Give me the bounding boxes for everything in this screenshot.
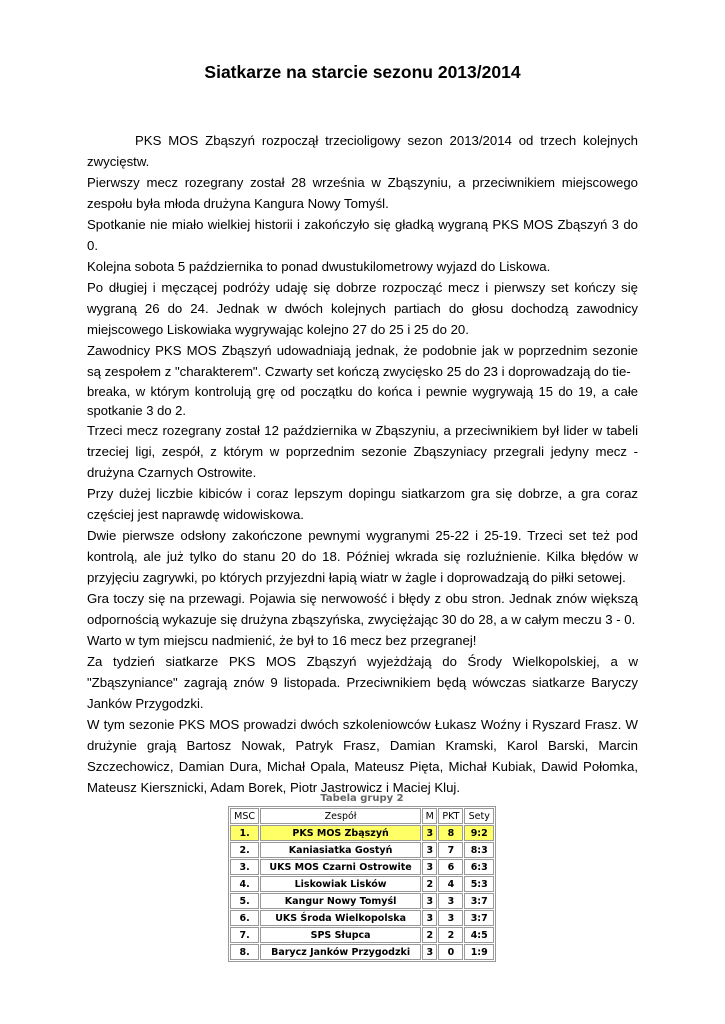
cell-position: 6.	[230, 910, 259, 926]
standings-table	[228, 806, 496, 962]
table-row	[230, 859, 494, 875]
cell-sets: 4:5	[464, 927, 494, 943]
cell-position: 1.	[230, 825, 259, 841]
table-header-row	[230, 808, 494, 824]
table-row	[230, 893, 494, 909]
cell-points: 6	[438, 859, 463, 875]
cell-points: 3	[438, 910, 463, 926]
article-body	[87, 130, 638, 798]
header-position: MSC	[230, 808, 259, 824]
cell-position: 5.	[230, 893, 259, 909]
cell-points: 2	[438, 927, 463, 943]
paragraph: Spotkanie nie miało wielkiej historii i zakończyło się gładką wygraną PKS MOS Zbąszyń 3 do 0.	[87, 217, 638, 253]
header-sets: Sety	[464, 808, 494, 824]
cell-points: 3	[438, 893, 463, 909]
table-row	[230, 910, 494, 926]
cell-points: 8	[438, 825, 463, 841]
cell-team: Barycz Janków Przygodzki	[260, 944, 421, 960]
cell-team: PKS MOS Zbąszyń	[260, 825, 421, 841]
paragraph: Zawodnicy PKS MOS Zbąszyń udowadniają jednak, że podobnie jak w poprzednim sezonie są zespołem z "charakterem". Czwarty set kończą zwycięsko 25 do 23 i doprowadzają do tie-	[87, 343, 638, 379]
cell-team: Kangur Nowy Tomyśl	[260, 893, 421, 909]
cell-team: Kaniasiatka Gostyń	[260, 842, 421, 858]
cell-matches: 3	[422, 842, 437, 858]
cell-matches: 3	[422, 944, 437, 960]
paragraph: Po długiej i męczącej podróży udaję się dobrze rozpocząć mecz i pierwszy set kończy się wygraną 26 do 24. Jednak w dwóch kolejnych partiach do głosu dochodzą zawodnicy miejscowego Liskowiaka wygrywając kolejno 27 do 25 i 25 do 20.	[87, 280, 638, 337]
cell-points: 0	[438, 944, 463, 960]
cell-position: 7.	[230, 927, 259, 943]
cell-sets: 3:7	[464, 893, 494, 909]
header-points: PKT	[438, 808, 463, 824]
cell-position: 2.	[230, 842, 259, 858]
cell-matches: 2	[422, 927, 437, 943]
cell-sets: 5:3	[464, 876, 494, 892]
paragraph: Za tydzień siatkarze PKS MOS Zbąszyń wyjeżdżają do Środy Wielkopolskiej, a w "Zbąszyniance" zagrają znów 9 listopada. Przeciwnikiem będą wówczas siatkarze Baryczy Janków Przygodzki.	[87, 654, 638, 711]
article-title: Siatkarze na starcie sezonu 2013/2014	[204, 62, 521, 82]
cell-team: Liskowiak Lisków	[260, 876, 421, 892]
paragraph: breaka, w którym kontrolują grę od początku do końca i pewnie wygrywają 15 do 19, a całe spotkanie 3 do 2.	[87, 384, 638, 418]
standings-table-container	[228, 792, 496, 962]
paragraph: Pierwszy mecz rozegrany został 28 września w Zbąszyniu, a przeciwnikiem miejscowego zespołu była młoda drużyna Kangura Nowy Tomyśl.	[87, 175, 638, 211]
header-matches: M	[422, 808, 437, 824]
paragraph: W tym sezonie PKS MOS prowadzi dwóch szkoleniowców Łukasz Woźny i Ryszard Frasz. W drużynie grają Bartosz Nowak, Patryk Frasz, Damian Kramski, Karol Barski, Marcin Szczechowicz, Damian Dura, Michał Opala, Mateusz Pięta, Michał Kubiak, Dawid Połomka, Mateusz Kiersznicki, Adam Borek, Piotr Jastrowicz i Maciej Kluj.	[87, 717, 638, 795]
cell-team: UKS Środa Wielkopolska	[260, 910, 421, 926]
cell-position: 8.	[230, 944, 259, 960]
table-row	[230, 876, 494, 892]
cell-team: UKS MOS Czarni Ostrowite	[260, 859, 421, 875]
table-row	[230, 842, 494, 858]
cell-team: SPS Słupca	[260, 927, 421, 943]
cell-sets: 9:2	[464, 825, 494, 841]
table-row	[230, 944, 494, 960]
table-row	[230, 927, 494, 943]
paragraph: PKS MOS Zbąszyń rozpoczął trzecioligowy sezon 2013/2014 od trzech kolejnych zwycięstw.	[87, 133, 638, 169]
cell-points: 4	[438, 876, 463, 892]
paragraph: Kolejna sobota 5 października to ponad dwustukilometrowy wyjazd do Liskowa.	[87, 259, 551, 274]
paragraph: Dwie pierwsze odsłony zakończone pewnymi wygranymi 25-22 i 25-19. Trzeci set też pod kontrolą, ale już tylko do stanu 20 do 18. Później wkrada się rozluźnienie. Kilka błędów w przyjęciu zagrywki, po których przyjezdni łapią wiatr w żagle i doprowadzają do piłki setowej.	[87, 528, 638, 585]
header-team: Zespół	[260, 808, 421, 824]
cell-position: 3.	[230, 859, 259, 875]
cell-points: 7	[438, 842, 463, 858]
cell-matches: 3	[422, 910, 437, 926]
paragraph: Przy dużej liczbie kibiców i coraz lepszym dopingu siatkarzom gra się dobrze, a gra coraz częściej jest naprawdę widowiskowa.	[87, 486, 638, 522]
paragraph: Warto w tym miejscu nadmienić, że był to 16 mecz bez przegranej!	[87, 633, 477, 648]
table-caption: Tabela grupy 2	[320, 793, 404, 804]
cell-matches: 2	[422, 876, 437, 892]
paragraph: Gra toczy się na przewagi. Pojawia się nerwowość i błędy z obu stron. Jednak znów większą odpornością wykazuje się drużyna zbąszyńska, zwyciężając 30 do 28, a w całym meczu 3 - 0.	[87, 591, 638, 627]
cell-sets: 8:3	[464, 842, 494, 858]
cell-sets: 3:7	[464, 910, 494, 926]
cell-matches: 3	[422, 859, 437, 875]
paragraph: Trzeci mecz rozegrany został 12 października w Zbąszyniu, a przeciwnikiem był lider w tabeli trzeciej ligi, zespół, z którym w poprzednim sezonie Zbąszyniacy przegrali jedyny mecz - drużyna Czarnych Ostrowite.	[87, 423, 638, 480]
cell-position: 4.	[230, 876, 259, 892]
table-row	[230, 825, 494, 841]
cell-matches: 3	[422, 893, 437, 909]
cell-sets: 1:9	[464, 944, 494, 960]
cell-matches: 3	[422, 825, 437, 841]
cell-sets: 6:3	[464, 859, 494, 875]
